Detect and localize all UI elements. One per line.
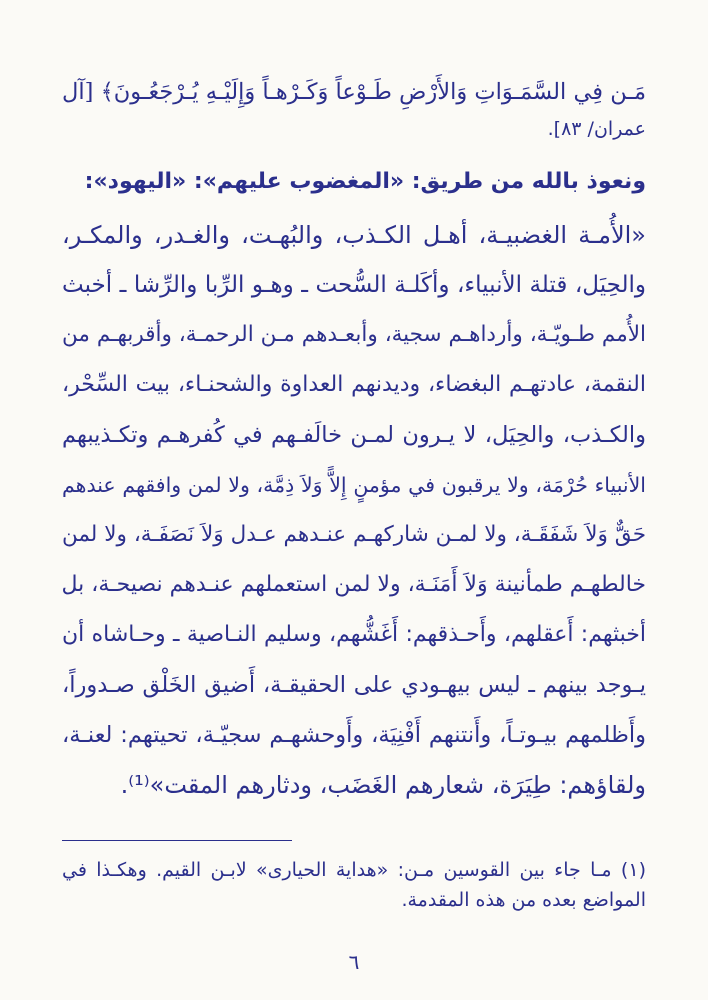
- body-line: خالطهـم طمأنينة وَلاَ أَمَنَـة، ولا لمن استعملهم عنـدهم نصيحـة، بل: [61, 572, 646, 597]
- quran-verse-line: مَـن فِي السَّمَـوَاتِ وَالأَرْضِ طَـوْعاً وَكَـرْهـاً وَإِلَيْـهِ يُـرْجَعُـونَ﴾ [آل: [62, 79, 646, 105]
- body-line: أخبثهم: أَعقلهم، وأَحـذقهم: أَغَشُّهم، وسليم النـاصية ـ وحـاشاه أن: [62, 622, 646, 647]
- body-paragraph: [62, 210, 646, 810]
- quran-reference: عمران/ ٨٣].: [547, 118, 646, 140]
- body-line: ولقاؤهم: طِيَرَة، شعارهم الغَضَب، ودثارهم المقت»⁽¹⁾.: [120, 771, 646, 799]
- footnote-divider: [62, 840, 292, 841]
- body-line: الأُمم طـويّـة، وأرداهـم سجية، وأبعـدهم مـن الرحمـة، وأقربهـم من: [62, 322, 646, 347]
- body-line: يـوجد بينهم ـ ليس بيهـودي على الحقيقـة، أَضيق الخَلْق صـدوراً،: [62, 672, 646, 698]
- body-line: والكـذب، والحِيَل، لا يـرون لمـن خالَفـهم في كُفرهـم وتكـذيبهم: [62, 422, 646, 448]
- footnote-line: المواضع بعده من هذه المقدمة.: [401, 889, 646, 911]
- page-number: ٦: [348, 950, 360, 974]
- footnote-line: (١) مـا جاء بين القوسين مـن: «هداية الحيارى» لابـن القيم. وهكـذا في: [62, 859, 646, 881]
- footnote: [62, 855, 646, 915]
- body-line: الأنبياء حُرْمَة، ولا يرقبون في مؤمنٍ إِلاًّ وَلاَ ذِمَّة، ولا لمن وافقهم عندهم: [62, 473, 646, 497]
- body-line: وأَظلمهم بيـوتـاً، وأَنتنهم أَفْنِيَة، وأَوحشهـم سجيّـة، تحيتهم: لعنـة،: [62, 722, 646, 748]
- body-line: حَقٌّ وَلاَ شَفَقَـة، ولا لمـن شاركهـم عنـدهم عـدل وَلاَ نَصَفَـة، ولا لمن: [62, 522, 646, 547]
- quran-verse-block: [62, 72, 646, 146]
- body-line: والحِيَل، قتلة الأنبياء، وأكَلـة السُّحت ـ وهـو الرِّبا والرِّشا ـ أخبث: [62, 272, 646, 298]
- body-line: النقمة، عادتهـم البغضاء، وديدنهم العداوة والشحنـاء، بيت السِّحْر،: [62, 372, 646, 397]
- body-line: «الأُمـة الغضبيـة، أهـل الكـذب، والبُهـت، والغـدر، والمكـر،: [62, 221, 646, 249]
- section-lead-line: ونعوذ بالله من طريق: «المغضوب عليهم»: «اليهود»:: [84, 169, 646, 194]
